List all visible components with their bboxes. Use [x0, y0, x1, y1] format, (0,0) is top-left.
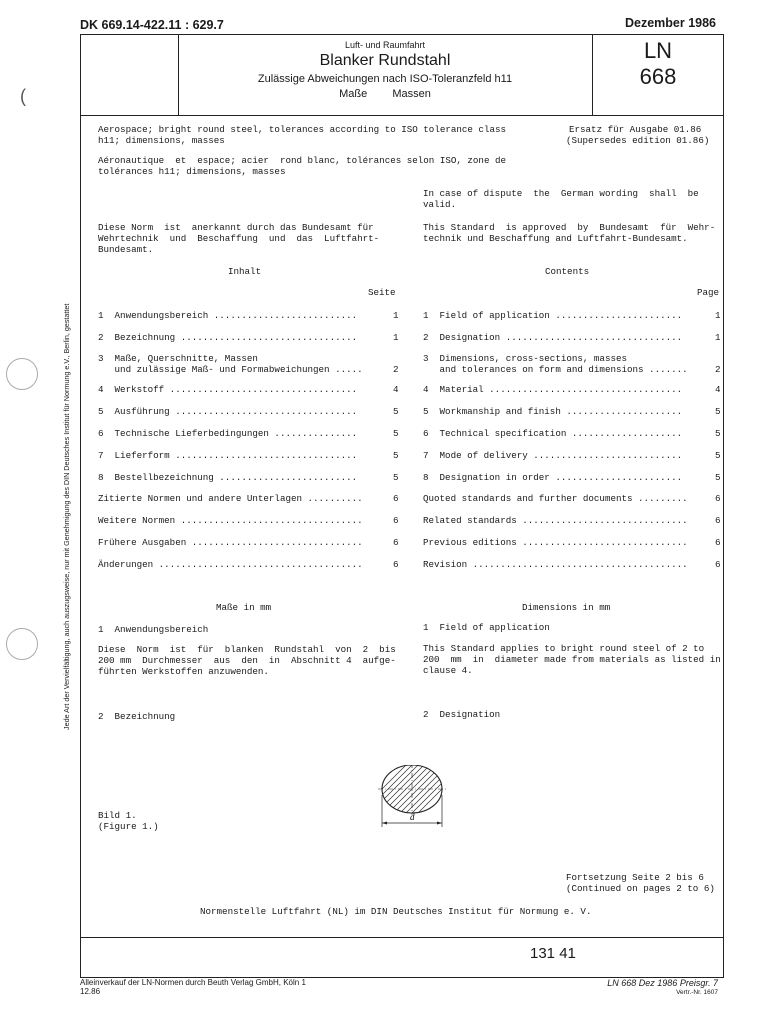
toc-en-page-number: 1 — [715, 310, 721, 321]
toc-de-item: Frühere Ausgaben ............................... — [98, 537, 363, 548]
toc-de-page-number: 5 — [393, 472, 399, 483]
toc-de-item: 6 Technische Lieferbedingungen ............... — [98, 428, 358, 439]
approval-de-3: Bundesamt. — [98, 244, 154, 255]
section1-de-title: 1 Anwendungsbereich — [98, 624, 209, 635]
toc-en-item: 4 Material ................................... — [423, 384, 683, 395]
approval-de-2: Wehrtechnik und Beschaffung und das Luftfahrt- — [98, 233, 380, 244]
toc-en-item: Revision ....................................... — [423, 559, 688, 570]
toc-de-item: Weitere Normen ................................. — [98, 515, 363, 526]
toc-de-page-number: 6 — [393, 515, 399, 526]
toc-de-item: Änderungen ..................................... — [98, 559, 363, 570]
toc-de-page-number: 5 — [393, 450, 399, 461]
standard-number: LN 668 — [639, 38, 677, 89]
document-subtitle-2: Maße Massen — [339, 88, 431, 100]
approval-en-1: This Standard is approved by Bundesamt für Wehr- — [423, 222, 716, 233]
toc-en-page-number: 5 — [715, 406, 721, 417]
side-copyright-note: Jede Art der Vervielfältigung, auch auszugsweise, nur mit Genehmigung des DIN Deutsches Institut für Normung e.V., Berlin, gestattet — [62, 303, 71, 730]
toc-en-item: 2 Designation ................................ — [423, 332, 683, 343]
toc-de-page-number: 1 — [393, 332, 399, 343]
toc-en-page-label: Page — [697, 287, 720, 298]
continued-en: (Continued on pages 2 to 6) — [566, 883, 715, 894]
toc-de-heading: Inhalt — [228, 266, 262, 277]
continued-de: Fortsetzung Seite 2 bis 6 — [566, 872, 704, 883]
toc-en-page-number: 6 — [715, 515, 721, 526]
toc-en-page-number: 5 — [715, 428, 721, 439]
document-number: 131 41 — [530, 945, 576, 962]
section1-de-3: führten Werkstoffen anzuwenden. — [98, 666, 269, 677]
toc-en-page-number: 5 — [715, 472, 721, 483]
toc-en-item: 8 Designation in order ....................... — [423, 472, 683, 483]
issue-date: Dezember 1986 — [624, 16, 716, 30]
toc-en-heading: Contents — [545, 266, 590, 277]
toc-en-page-number: 2 — [715, 364, 721, 375]
figure-label-en: (Figure 1.) — [98, 821, 159, 832]
document-subtitle: Zulässige Abweichungen nach ISO-Toleranzfeld h11 — [257, 73, 513, 85]
dispute-line-1: In case of dispute the German wording shall be — [423, 188, 699, 199]
toc-de-page-number: 4 — [393, 384, 399, 395]
section2-en-title: 2 Designation — [423, 709, 501, 720]
figure-label: Bild 1. — [98, 810, 137, 821]
toc-en-item: Related standards .............................. — [423, 515, 688, 526]
supertitle: Luft- und Raumfahrt — [344, 40, 426, 50]
title-en-line-1: Aerospace; bright round steel, tolerances according to ISO tolerance class — [98, 124, 506, 135]
bottom-rule — [80, 937, 724, 938]
toc-en-page-number: 4 — [715, 384, 721, 395]
title-en-line-2: h11; dimensions, masses — [98, 135, 225, 146]
publisher-line: Normenstelle Luftfahrt (NL) im DIN Deutsches Institut für Normung e. V. — [200, 906, 592, 917]
toc-en-item: 5 Workmanship and finish ..................... — [423, 406, 683, 417]
diameter-label: d — [410, 812, 415, 822]
toc-de-page-number: 6 — [393, 537, 399, 548]
section1-en-1: This Standard applies to bright round steel of 2 to — [423, 643, 705, 654]
toc-en-item: Quoted standards and further documents ......... — [423, 493, 688, 504]
section1-en-3: clause 4. — [423, 665, 473, 676]
binder-hole-1 — [6, 358, 38, 390]
toc-en-item: Previous editions .............................. — [423, 537, 688, 548]
cross-section-figure — [370, 765, 470, 830]
title-fr-line-1: Aéronautique et espace; acier rond blanc, tolérances selon ISO, zone de — [98, 155, 506, 166]
footer-left: Alleinverkauf der LN-Normen durch Beuth Verlag GmbH, Köln 1 12.86 — [80, 978, 306, 996]
toc-en-page-number: 1 — [715, 332, 721, 343]
dispute-line-2: valid. — [423, 199, 457, 210]
toc-de-item: 1 Anwendungsbereich .......................... — [98, 310, 358, 321]
binder-mark: ( — [20, 86, 26, 106]
supersedes-en: (Supersedes edition 01.86) — [566, 135, 710, 146]
footer-right: LN 668 Dez 1986 Preisgr. 7 Vertr.-Nr. 1607 — [607, 978, 718, 996]
toc-de-page-number: 6 — [393, 559, 399, 570]
toc-en-item: 3 Dimensions, cross-sections, masses and tolerances on form and dimensions ....... — [423, 353, 688, 375]
toc-de-item: 8 Bestellbezeichnung ......................... — [98, 472, 358, 483]
toc-en-item: 7 Mode of delivery ........................... — [423, 450, 683, 461]
toc-en-item: 1 Field of application ....................... — [423, 310, 683, 321]
toc-de-item: 5 Ausführung ................................. — [98, 406, 358, 417]
toc-de-page-number: 6 — [393, 493, 399, 504]
classification-code: DK 669.14-422.11 : 629.7 — [80, 18, 224, 32]
toc-en-page-number: 6 — [715, 559, 721, 570]
section1-de-1: Diese Norm ist für blanken Rundstahl von 2 bis — [98, 644, 396, 655]
toc-de-page-number: 2 — [393, 364, 399, 375]
supersedes-de: Ersatz für Ausgabe 01.86 — [569, 124, 702, 135]
toc-de-item: Zitierte Normen und andere Unterlagen .......... — [98, 493, 363, 504]
toc-de-item: 7 Lieferform ................................. — [98, 450, 358, 461]
toc-en-page-number: 6 — [715, 537, 721, 548]
binder-hole-2 — [6, 628, 38, 660]
toc-de-page-label: Seite — [368, 287, 396, 298]
dims-de: Maße in mm — [216, 602, 272, 613]
toc-en-item: 6 Technical specification .................... — [423, 428, 683, 439]
section1-en-title: 1 Field of application — [423, 622, 550, 633]
section1-de-2: 200 mm Durchmesser aus den in Abschnitt 4 aufge- — [98, 655, 396, 666]
approval-de-1: Diese Norm ist anerkannt durch das Bundesamt für — [98, 222, 374, 233]
section2-de-title: 2 Bezeichnung — [98, 711, 176, 722]
toc-de-page-number: 5 — [393, 406, 399, 417]
toc-en-page-number: 5 — [715, 450, 721, 461]
approval-en-2: technik und Beschaffung and Luftfahrt-Bundesamt. — [423, 233, 688, 244]
toc-de-page-number: 1 — [393, 310, 399, 321]
toc-en-page-number: 6 — [715, 493, 721, 504]
title-center — [180, 34, 590, 114]
toc-de-item: 3 Maße, Querschnitte, Massen und zulässige Maß- und Formabweichungen ..... — [98, 353, 363, 375]
toc-de-item: 2 Bezeichnung ................................ — [98, 332, 358, 343]
section1-en-2: 200 mm in diameter made from materials as listed in — [423, 654, 721, 665]
toc-de-item: 4 Werkstoff .................................. — [98, 384, 358, 395]
document-title: Blanker Rundstahl — [319, 52, 451, 69]
title-fr-line-2: tolérances h11; dimensions, masses — [98, 166, 286, 177]
title-block — [80, 34, 724, 116]
toc-de-page-number: 5 — [393, 428, 399, 439]
dims-en: Dimensions in mm — [522, 602, 611, 613]
